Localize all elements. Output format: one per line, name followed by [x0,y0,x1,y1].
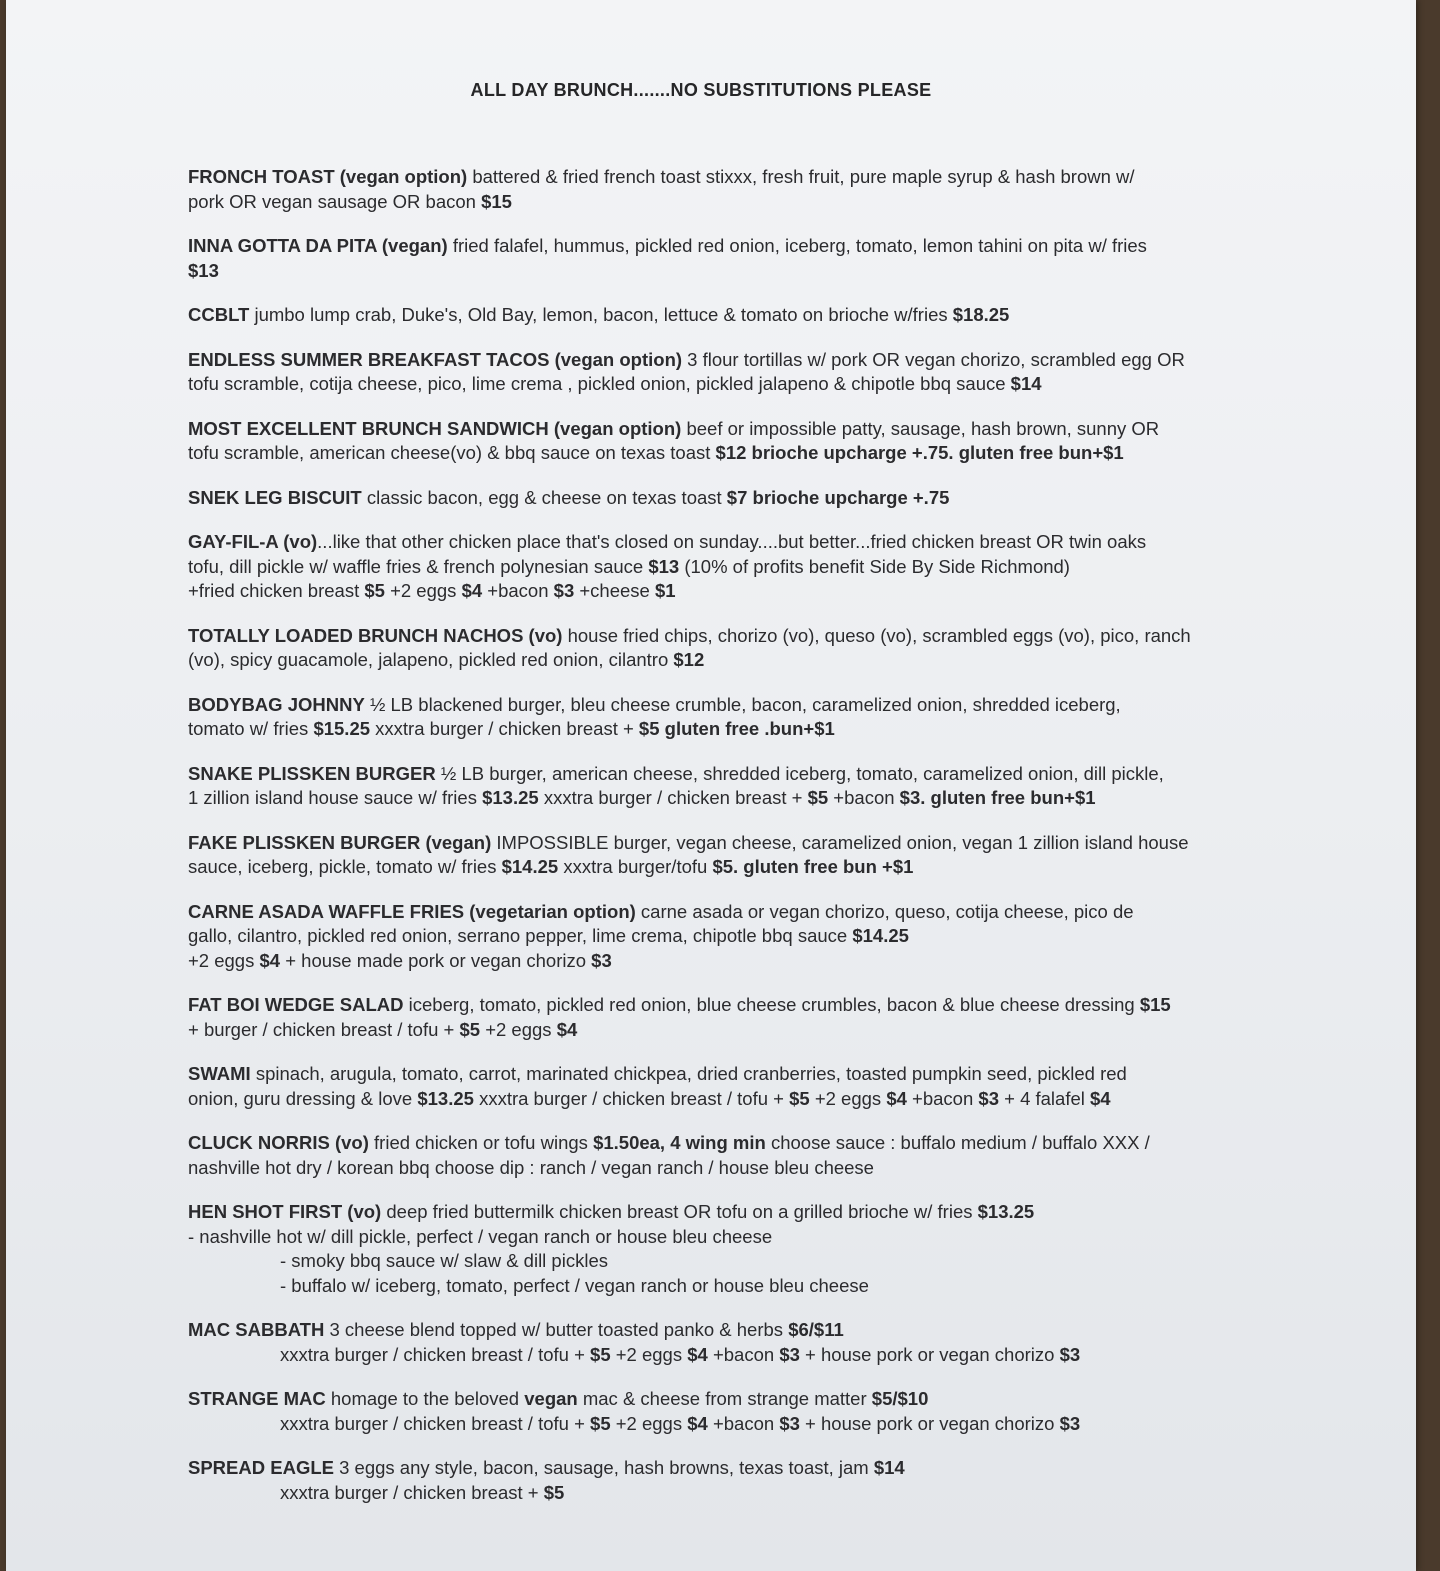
item-upcharge: gluten free bun +$1 [738,856,914,877]
addon-price: $5 [807,787,829,808]
menu-item-swami [188,1062,1318,1111]
item-description: pork OR vegan sausage OR bacon [188,190,482,212]
item-name: SNEK LEG BISCUIT [188,486,362,508]
addon-label: + house pork or vegan chorizo [799,1343,1060,1365]
addon-label: +cheese [574,580,655,601]
item-upcharge: gluten free bun+$1 [925,787,1096,808]
item-description: gallo, cilantro, pickled red onion, serrano pepper, lime crema, chipotle bbq sauce [188,925,853,946]
addon-label: +bacon [906,1087,979,1109]
item-price: $13.25 [977,1201,1035,1222]
item-price: $18.25 [952,304,1010,325]
addon-price: $3 [1059,1412,1081,1434]
item-description: ...like that other chicken place that's closed on sunday....but better...fried chicken breast OR twin oaks [317,531,1147,552]
menu-item-snek-leg-biscuit [188,486,1318,511]
item-name: TOTALLY LOADED BRUNCH NACHOS (vo) [188,624,563,646]
item-price: $6/$11 [788,1319,844,1340]
item-price: $14 [873,1457,905,1478]
item-description: mac & cheese from strange matter [577,1388,872,1409]
item-price: $13.25 [417,1087,474,1109]
item-upcharge: brioche upcharge +.75. gluten free bun+$1 [746,442,1124,463]
addon-price: $4 [687,1412,708,1434]
item-name: CLUCK NORRIS (vo) [188,1132,369,1153]
item-name: MOST EXCELLENT BRUNCH SANDWICH (vegan option) [188,417,682,439]
item-price: $12 [673,649,705,670]
item-name: CCBLT [188,304,250,325]
item-description: iceberg, tomato, pickled red onion, blue cheese crumbles, bacon & blue cheese dressing [403,994,1140,1015]
addon-price: $3 [978,1087,999,1109]
addon-label: +bacon [482,580,554,601]
addon-label: + 4 falafel [998,1087,1091,1109]
item-description: (vo), spicy guacamole, jalapeno, pickled red onion, cilantro [188,649,674,670]
item-description: IMPOSSIBLE burger, vegan cheese, caramelized onion, vegan 1 zillion island house [491,831,1189,853]
item-name: HEN SHOT FIRST (vo) [188,1201,382,1222]
item-name: CARNE ASADA WAFFLE FRIES (vegetarian option) [188,900,636,922]
addon-price: $4 [1090,1087,1111,1109]
item-name: ENDLESS SUMMER BREAKFAST TACOS (vegan option) [188,348,683,370]
item-description: jumbo lump crab, Duke's, Old Bay, lemon, bacon, lettuce & tomato on brioche w/fries [249,304,953,325]
menu-list [188,165,1318,1525]
menu-title: ALL DAY BRUNCH.......NO SUBSTITUTIONS PLEASE [470,80,932,100]
item-description: carne asada or vegan chorizo, queso, cotija cheese, pico de [635,900,1134,922]
addon-price: $4 [687,1343,708,1365]
addon-label: xxxtra burger / chicken breast / tofu + [280,1343,591,1365]
item-name: MAC SABBATH [188,1319,325,1340]
item-name: SPREAD EAGLE [188,1457,334,1478]
item-description: ½ LB blackened burger, bleu cheese crumble, bacon, caramelized onion, shredded iceberg, [364,693,1121,715]
addon-price: $5 [789,1087,810,1109]
item-description: spinach, arugula, tomato, carrot, marinated chickpea, dried cranberries, toasted pumpkin seed, pickled red [250,1063,1127,1084]
item-price: $15 [481,190,512,212]
addon-label: xxxtra burger/tofu [558,856,713,877]
item-name: FAKE PLISSKEN BURGER (vegan) [188,831,492,853]
addon-price: $5 [543,1481,565,1503]
menu-item-gay-fil-a [188,530,1318,604]
item-upcharge: brioche upcharge +.75 [747,486,950,508]
menu-item-endless-summer-tacos [188,348,1318,397]
item-description: fried chicken or tofu wings [368,1132,594,1153]
addon-price: $1 [654,580,676,601]
addon-label: xxxtra burger / chicken breast / tofu + [280,1412,591,1434]
menu-item-snake-plissken-burger [188,762,1318,811]
item-price: $5/$10 [871,1388,929,1409]
item-name: FRONCH TOAST (vegan option) [188,166,468,187]
item-description: house fried chips, chorizo (vo), queso (vo), scrambled eggs (vo), pico, ranch [562,624,1191,646]
addon-label: xxxtra burger / chicken breast / tofu + [473,1087,790,1109]
item-price: $13 [648,555,680,577]
item-price: $13.25 [482,787,539,808]
item-price: $13 [188,259,219,281]
addon-label: xxxtra burger / chicken breast + [538,787,808,808]
item-description: tofu scramble, american cheese(vo) & bbq sauce on texas toast [188,442,716,463]
item-description: choose sauce : buffalo medium / buffalo XXX / [765,1132,1150,1153]
item-description: 3 flour tortillas w/ pork OR vegan chorizo, scrambled egg OR [682,348,1185,370]
menu-sheet [6,0,1416,1571]
menu-item-fronch-toast [188,165,1318,214]
menu-item-mac-sabbath [188,1318,1318,1367]
item-description: sauce, iceberg, pickle, tomato w/ fries [188,856,502,877]
item-price: $15 [1139,994,1171,1015]
item-price: $7 [726,486,748,508]
addon-label: +2 eggs [610,1412,688,1434]
item-name: GAY-FIL-A (vo) [188,531,318,552]
item-name: SNAKE PLISSKEN BURGER [188,762,436,784]
addon-label: xxxtra burger / chicken breast + [280,1481,544,1503]
addon-label: + burger / chicken breast / tofu + [188,1018,460,1040]
addon-price: $5 [590,1412,611,1434]
item-description: homage to the beloved [325,1388,525,1409]
menu-item-most-excellent-sandwich [188,417,1318,466]
menu-item-fake-plissken-burger [188,831,1318,880]
menu-item-fat-boi-wedge-salad [188,993,1318,1042]
item-option: - smoky bbq sauce w/ slaw & dill pickles [280,1250,608,1271]
addon-price: $4 [461,580,483,601]
item-price: $14.25 [852,925,909,946]
addon-label: xxxtra burger / chicken breast + [370,718,639,739]
item-name: SWAMI [188,1063,251,1084]
addon-label: +bacon [828,787,900,808]
item-name: BODYBAG JOHNNY [188,693,365,715]
item-description: 3 cheese blend topped w/ butter toasted panko & herbs [324,1319,789,1340]
item-description: tomato w/ fries [188,718,314,739]
addon-price: $5. [712,856,739,877]
item-description: 1 zillion island house sauce w/ fries [188,787,483,808]
addon-price: $4 [259,949,281,971]
item-description: onion, guru dressing & love [188,1087,418,1109]
item-description: beef or impossible patty, sausage, hash brown, sunny OR [681,417,1160,439]
addon-price: $5 [364,580,385,601]
item-description-emphasis: vegan [524,1388,578,1409]
addon-price: $4 [556,1018,578,1040]
item-description: tofu scramble, cotija cheese, pico, lime crema , pickled onion, pickled jalapeno & chipotle bbq sauce [188,373,1011,394]
item-description: nashville hot dry / korean bbq choose dip : ranch / vegan ranch / house bleu cheese [188,1156,874,1178]
item-description: 3 eggs any style, bacon, sausage, hash browns, texas toast, jam [333,1457,874,1478]
addon-label: +2 eggs [809,1087,887,1109]
addon-price: $5 [590,1343,611,1365]
item-name: INNA GOTTA DA PITA (vegan) [188,235,448,256]
addon-price: $3 [591,949,612,971]
addon-label: +fried chicken breast [188,580,365,601]
addon-price: $5 [459,1018,481,1040]
addon-price: $3 [779,1343,800,1365]
menu-item-ccblt [188,303,1318,328]
menu-item-spread-eagle [188,1456,1318,1505]
item-description: tofu, dill pickle w/ waffle fries & french polynesian sauce [188,555,649,577]
item-price: $14.25 [501,856,559,877]
addon-price: $3 [1059,1343,1081,1365]
addon-label: +bacon [707,1412,780,1434]
addon-price: $4 [886,1087,907,1109]
addon-price: $3 [553,580,575,601]
item-upcharge: gluten free .bun+$1 [659,718,835,739]
menu-item-carne-asada-waffle-fries [188,900,1318,974]
item-note: (10% of profits benefit Side By Side Richmond) [679,555,1070,577]
item-description: battered & fried french toast stixxx, fresh fruit, pure maple syrup & hash brown w/ [467,166,1135,187]
item-name: STRANGE MAC [188,1388,326,1409]
item-description: ½ LB burger, american cheese, shredded iceberg, tomato, caramelized onion, dill pickle, [435,762,1164,784]
menu-item-cluck-norris [188,1131,1318,1180]
item-description: deep fried buttermilk chicken breast OR tofu on a grilled brioche w/ fries [381,1201,978,1222]
addon-price: $3 [779,1412,800,1434]
addon-label: + house pork or vegan chorizo [799,1412,1060,1434]
menu-item-hen-shot-first [188,1200,1318,1298]
item-description: classic bacon, egg & cheese on texas toast [361,486,727,508]
menu-item-bodybag-johnny [188,693,1318,742]
addon-price: $3. [899,787,926,808]
menu-item-strange-mac [188,1387,1318,1436]
addon-label: +2 eggs [610,1343,688,1365]
addon-label: + house made pork or vegan chorizo [280,949,592,971]
item-name: FAT BOI WEDGE SALAD [188,994,404,1015]
item-option: - nashville hot w/ dill pickle, perfect / vegan ranch or house bleu cheese [188,1225,773,1247]
item-price: $14 [1010,373,1042,394]
menu-item-inna-gotta-da-pita [188,234,1318,283]
item-price: $15.25 [313,718,371,739]
item-option: - buffalo w/ iceberg, tomato, perfect / vegan ranch or house bleu cheese [280,1274,869,1296]
addon-price: $5 [638,718,660,739]
addon-label: +2 eggs [188,949,260,971]
addon-label: +2 eggs [480,1018,557,1040]
item-price: $1.50ea, 4 wing min [593,1132,766,1153]
menu-item-loaded-nachos [188,624,1318,673]
addon-label: +bacon [707,1343,780,1365]
addon-label: +2 eggs [384,580,462,601]
item-price: $12 [715,442,747,463]
item-description: fried falafel, hummus, pickled red onion, iceberg, tomato, lemon tahini on pita w/ fries [447,235,1147,256]
